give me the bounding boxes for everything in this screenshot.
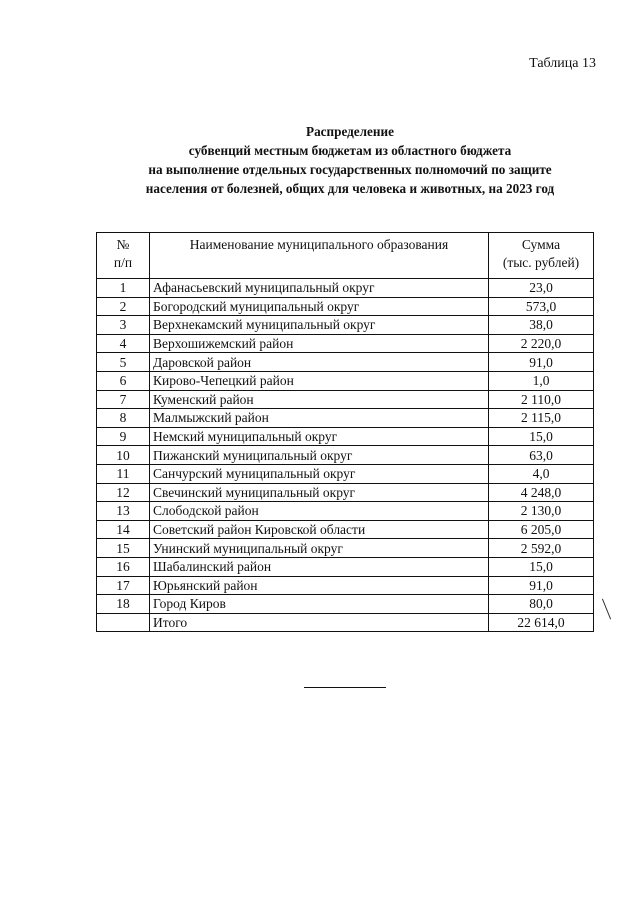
row-sum: 6 205,0	[489, 520, 594, 539]
table-total-row	[97, 613, 594, 632]
row-name: Богородский муниципальный округ	[150, 297, 489, 316]
subvention-table	[96, 232, 594, 632]
row-name: Юрьянский район	[150, 576, 489, 595]
row-sum: 2 110,0	[489, 390, 594, 409]
row-sum: 38,0	[489, 316, 594, 335]
row-name: Даровской район	[150, 353, 489, 372]
row-name: Куменский район	[150, 390, 489, 409]
table-row	[97, 353, 594, 372]
table-row	[97, 483, 594, 502]
row-sum: 1,0	[489, 371, 594, 390]
row-number: 6	[97, 371, 150, 390]
row-sum: 91,0	[489, 353, 594, 372]
row-number: 13	[97, 502, 150, 521]
title-line-4: населения от болезней, общих для человека и животных, на 2023 год	[145, 181, 555, 196]
table-row	[97, 539, 594, 558]
document-title	[60, 122, 632, 198]
table-row	[97, 316, 594, 335]
row-name: Санчурский муниципальный округ	[150, 464, 489, 483]
row-name: Пижанский муниципальный округ	[150, 446, 489, 465]
row-sum: 4,0	[489, 464, 594, 483]
row-number: 8	[97, 409, 150, 428]
title-line-3: на выполнение отдельных государственных полномочий по защите	[148, 162, 552, 177]
row-name: Малмыжский район	[150, 409, 489, 428]
table-body	[97, 279, 594, 614]
total-sum: 22 614,0	[489, 613, 594, 632]
table-row	[97, 557, 594, 576]
table-row	[97, 502, 594, 521]
row-number: 7	[97, 390, 150, 409]
row-sum: 15,0	[489, 557, 594, 576]
header-sum	[489, 233, 594, 279]
header-number-line-2: п/п	[113, 255, 133, 270]
row-sum: 2 220,0	[489, 334, 594, 353]
table-row	[97, 390, 594, 409]
row-number: 2	[97, 297, 150, 316]
header-sum-line-2: (тыс. рублей)	[502, 255, 580, 270]
title-line-1: Распределение	[306, 124, 394, 139]
row-sum: 4 248,0	[489, 483, 594, 502]
total-label: Итого	[150, 613, 489, 632]
row-sum: 2 115,0	[489, 409, 594, 428]
row-number: 1	[97, 279, 150, 298]
table-row	[97, 409, 594, 428]
row-name: Свечинский муниципальный округ	[150, 483, 489, 502]
row-name: Верхошижемский район	[150, 334, 489, 353]
row-name: Советский район Кировской области	[150, 520, 489, 539]
row-name: Афанасьевский муниципальный округ	[150, 279, 489, 298]
row-sum: 63,0	[489, 446, 594, 465]
row-number: 3	[97, 316, 150, 335]
row-number: 9	[97, 427, 150, 446]
header-number-line-1: №	[116, 237, 130, 252]
row-name: Шабалинский район	[150, 557, 489, 576]
row-sum: 2 592,0	[489, 539, 594, 558]
end-divider	[304, 687, 386, 688]
row-number: 18	[97, 595, 150, 614]
table-row	[97, 279, 594, 298]
row-number: 16	[97, 557, 150, 576]
row-number: 15	[97, 539, 150, 558]
row-name: Верхнекамский муниципальный округ	[150, 316, 489, 335]
header-name: Наименование муниципального образования	[150, 233, 489, 279]
row-sum: 23,0	[489, 279, 594, 298]
row-name: Кирово-Чепецкий район	[150, 371, 489, 390]
table-row	[97, 446, 594, 465]
table-number-label: Таблица 13	[529, 56, 596, 71]
title-line-2: субвенций местным бюджетам из областного бюджета	[188, 143, 512, 158]
row-name: Унинский муниципальный округ	[150, 539, 489, 558]
table-row	[97, 576, 594, 595]
row-sum: 91,0	[489, 576, 594, 595]
table-header-row	[97, 233, 594, 279]
row-sum: 573,0	[489, 297, 594, 316]
row-sum: 15,0	[489, 427, 594, 446]
table-row	[97, 595, 594, 614]
row-number: 11	[97, 464, 150, 483]
row-name: Немский муниципальный округ	[150, 427, 489, 446]
row-number: 17	[97, 576, 150, 595]
header-number	[97, 233, 150, 279]
row-name: Слободской район	[150, 502, 489, 521]
row-sum: 2 130,0	[489, 502, 594, 521]
row-sum: 80,0	[489, 595, 594, 614]
row-name: Город Киров	[150, 595, 489, 614]
table-row	[97, 464, 594, 483]
table-row	[97, 427, 594, 446]
table-row	[97, 371, 594, 390]
scan-artifact-mark	[602, 599, 611, 620]
row-number: 4	[97, 334, 150, 353]
row-number: 10	[97, 446, 150, 465]
table-row	[97, 520, 594, 539]
row-number: 12	[97, 483, 150, 502]
table-row	[97, 334, 594, 353]
table-row	[97, 297, 594, 316]
header-sum-line-1: Сумма	[521, 237, 561, 252]
row-number: 5	[97, 353, 150, 372]
total-number-cell	[97, 613, 150, 632]
row-number: 14	[97, 520, 150, 539]
